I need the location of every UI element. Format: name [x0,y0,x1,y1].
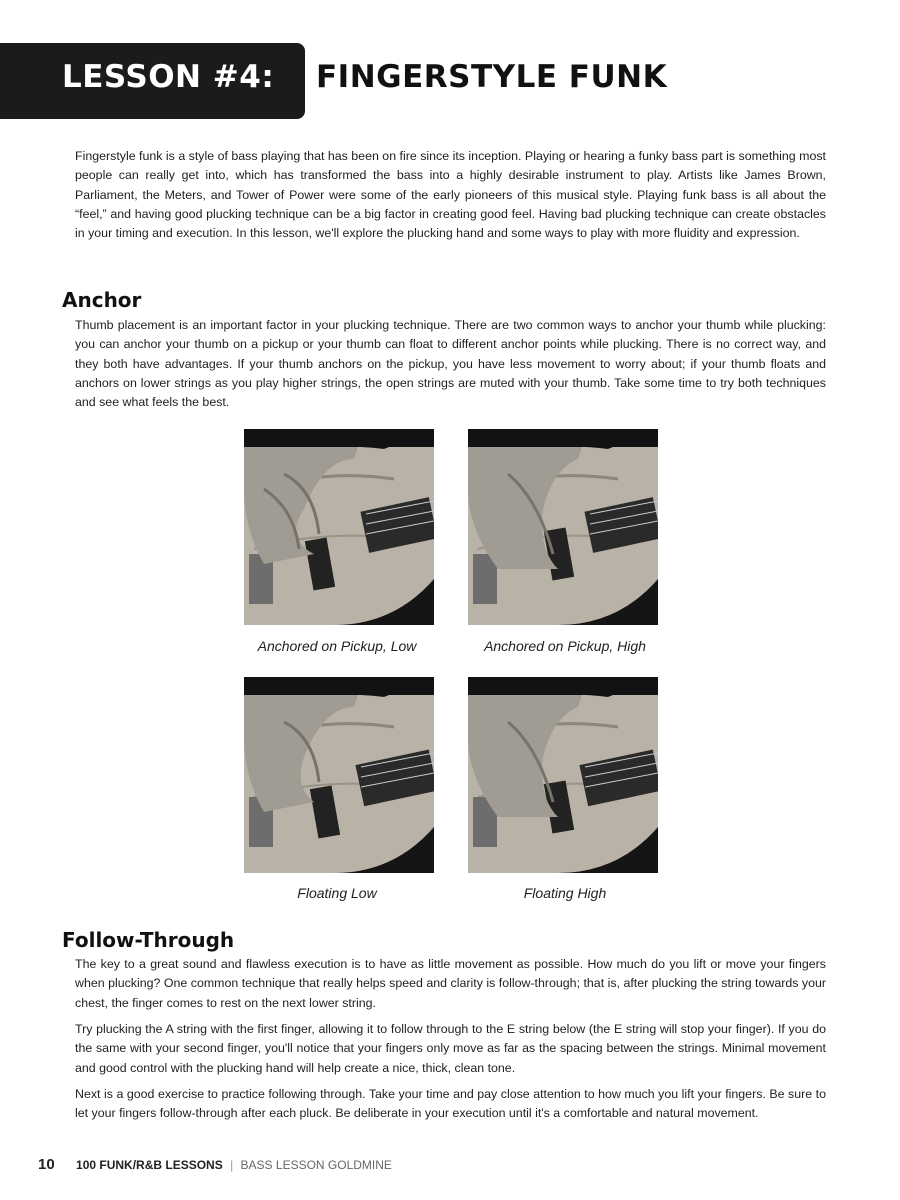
book-title: 100 FUNK/R&B LESSONS [76,1158,223,1172]
anchor-heading: Anchor [62,288,142,312]
lesson-number: LESSON #4: [62,59,275,95]
photo-caption: Floating High [523,885,607,901]
page-footer [38,1156,392,1173]
photo-caption: Floating Low [297,885,377,901]
follow-through-paragraph: Next is a good exercise to practice following through. Take your time and pay close attention to how much you lift your fingers. Be sure to let your fingers follow-through after each pluck. Be deliberate in your execution until it's a comfortable and natural movement. [75,1087,826,1121]
follow-through-paragraph: Try plucking the A string with the first finger, allowing it to follow through to the E string below (the E string will stop your finger). If you do the same with your second finger, you'll notice that your fingers only move as far as the spacing between the strings. Minimal movement and good control with the plucking hand will help create a nice, thick, clean tone. [75,1022,826,1075]
photo-caption: Anchored on Pickup, High [484,638,646,654]
bass-photo-anchored-low [244,429,434,625]
intro-paragraph: Fingerstyle funk is a style of bass playing that has been on fire since its inception. Playing or hearing a funky bass part is something most people can really get into, which has transformed the bass into a highly desirable instrument to play. Artists like James Brown, Parliament, the Meters, and Tower of Power were some of the early pioneers of this musical style. Playing funk bass is all about the “feel,” and having good plucking technique can be a big factor in creating good feel. Having bad plucking technique can create obstacles in your timing and execution. In this lesson, we'll explore the plucking hand and some ways to play with more fluidity and expression. [75,149,826,241]
bass-photo-floating-low [244,677,434,873]
follow-through-paragraph: The key to a great sound and flawless execution is to have as little movement as possible. How much do you lift or move your fingers when plucking? One common technique that really helps speed and clarity is follow-through; that is, after plucking the string towards your chest, the finger comes to rest on the next lower string. [75,957,826,1010]
anchor-paragraph: Thumb placement is an important factor in your plucking technique. There are two common ways to anchor your thumb while plucking: you can anchor your thumb on a pickup or your thumb can float to different anchor points while plucking. There is no correct way, and they both have advantages. If your thumb anchors on the pickup, you have less movement to worry about; if your thumb floats and anchors on lower strings as you play higher strings, the open strings are muted with your thumb. Take some time to try both techniques and see what feels the best. [75,318,826,410]
photo-caption: Anchored on Pickup, Low [257,638,417,654]
footer-divider: | [230,1158,234,1172]
follow-through-heading: Follow-Through [62,928,235,952]
bass-photo-anchored-high [468,429,658,625]
bass-photo-floating-high [468,677,658,873]
page-number: 10 [38,1156,55,1173]
series-title: BASS LESSON GOLDMINE [240,1158,392,1172]
lesson-title: FINGERSTYLE FUNK [316,59,668,95]
